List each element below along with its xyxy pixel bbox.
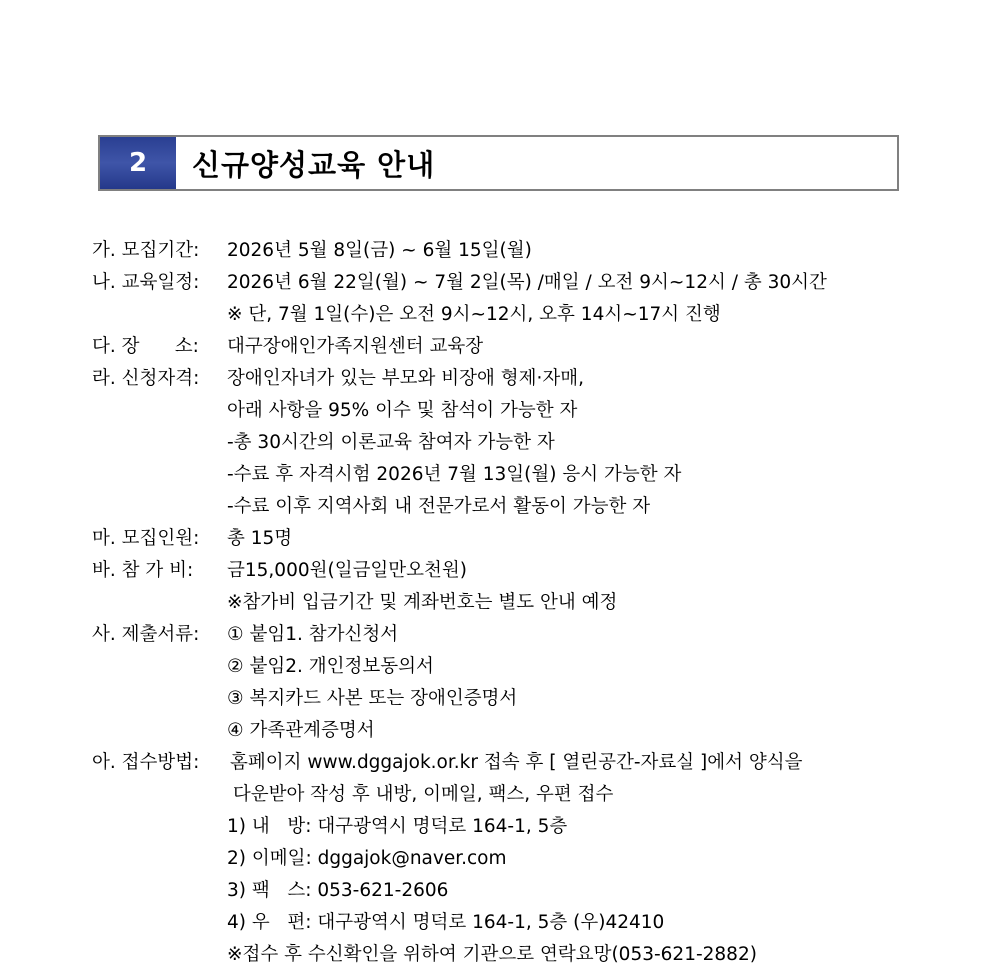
item-value: ※참가비 입금기간 및 계좌번호는 별도 안내 예정 bbox=[227, 592, 618, 613]
item-value: 아래 사항을 95% 이수 및 참석이 가능한 자 bbox=[227, 400, 578, 421]
item-value: ① 붙임1. 참가신청서 bbox=[227, 624, 399, 645]
item-value: 3) 팩 스: 053-621-2606 bbox=[227, 880, 449, 901]
item-label: 나. 교육일정: bbox=[92, 272, 200, 293]
section-number: 2 bbox=[100, 137, 176, 189]
item-label: 아. 접수방법: bbox=[92, 752, 200, 773]
item-value: ③ 복지카드 사본 또는 장애인증명서 bbox=[227, 688, 518, 709]
item-label: 가. 모집기간: bbox=[92, 240, 200, 261]
item-value: ※ 단, 7월 1일(수)은 오전 9시~12시, 오후 14시~17시 진행 bbox=[227, 304, 721, 325]
item-value: -총 30시간의 이론교육 참여자 가능한 자 bbox=[227, 432, 555, 453]
item-label: 바. 참 가 비: bbox=[92, 560, 194, 581]
item-value: -수료 이후 지역사회 내 전문가로서 활동이 가능한 자 bbox=[227, 496, 651, 517]
item-value: 총 15명 bbox=[227, 528, 293, 549]
item-value: 2026년 5월 8일(금) ~ 6월 15일(월) bbox=[227, 240, 532, 261]
item-value: 다운받아 작성 후 내방, 이메일, 팩스, 우편 접수 bbox=[227, 784, 614, 805]
item-value: 장애인자녀가 있는 부모와 비장애 형제·자매, bbox=[227, 368, 584, 389]
item-value: 금15,000원(일금일만오천원) bbox=[227, 560, 468, 581]
item-value: 대구장애인가족지원센터 교육장 bbox=[227, 336, 484, 357]
item-label: 라. 신청자격: bbox=[92, 368, 200, 389]
section-title: 신규양성교육 안내 bbox=[192, 147, 436, 182]
item-value: 1) 내 방: 대구광역시 명덕로 164-1, 5층 bbox=[227, 816, 568, 837]
item-label: 다. 장 소: bbox=[92, 336, 199, 357]
item-value: 홈페이지 www.dggajok.or.kr 접속 후 [ 열린공간-자료실 ]에서 양식을 bbox=[230, 752, 803, 773]
item-value: ② 붙임2. 개인정보동의서 bbox=[227, 656, 434, 677]
item-value: ※접수 후 수신확인을 위하여 기관으로 연락요망(053-621-2882) bbox=[227, 944, 757, 965]
item-value: ④ 가족관계증명서 bbox=[227, 720, 375, 741]
item-label: 사. 제출서류: bbox=[92, 624, 200, 645]
item-label: 마. 모집인원: bbox=[92, 528, 200, 549]
item-value: 2026년 6월 22일(월) ~ 7월 2일(목) /매일 / 오전 9시~12시 / 총 30시간 bbox=[227, 272, 827, 293]
item-value: -수료 후 자격시험 2026년 7월 13일(월) 응시 가능한 자 bbox=[227, 464, 682, 485]
item-value: 2) 이메일: dggajok@naver.com bbox=[227, 848, 507, 869]
item-value: 4) 우 편: 대구광역시 명덕로 164-1, 5층 (우)42410 bbox=[227, 912, 665, 933]
section-header bbox=[98, 135, 899, 191]
